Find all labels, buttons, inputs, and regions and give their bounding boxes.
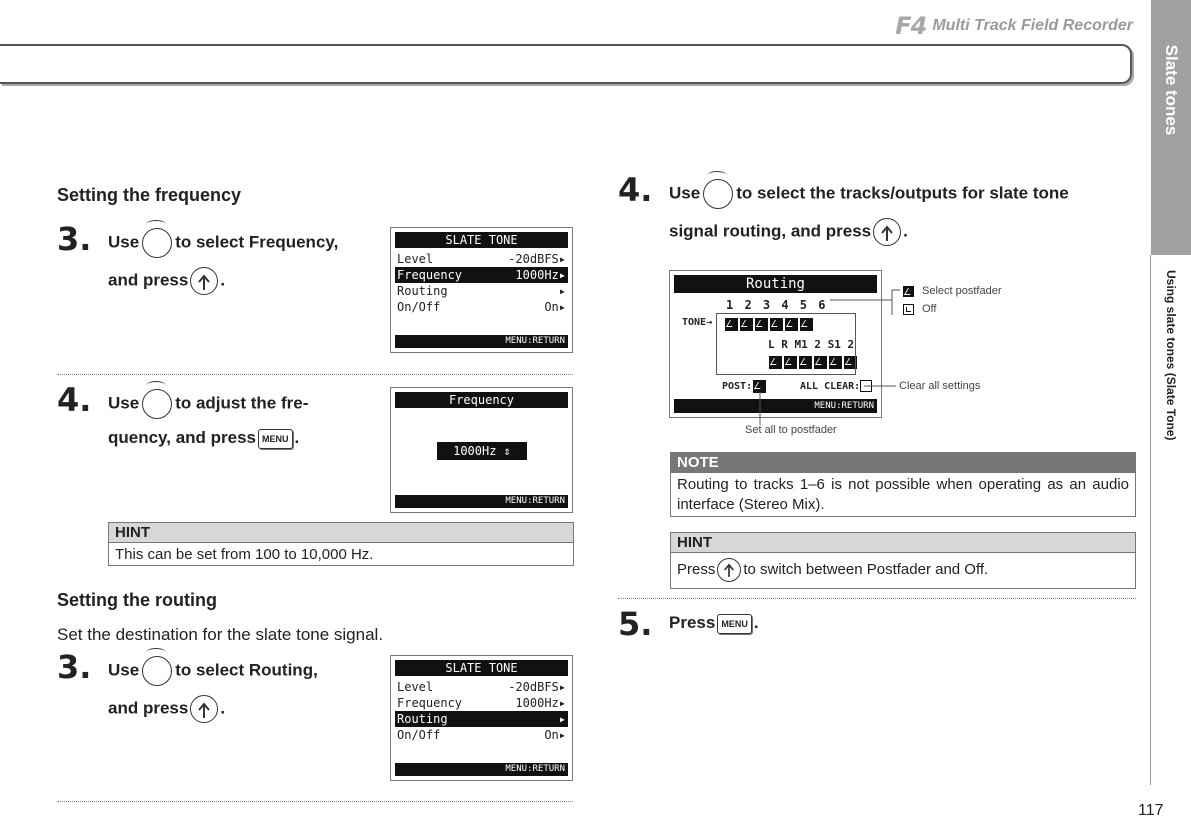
step-number: 5. — [618, 605, 653, 643]
screen-footer: MENU:RETURN — [395, 335, 568, 348]
step-4-adjust-frequency: Use to adjust the fre- — [108, 389, 308, 419]
screen-footer: MENU:RETURN — [395, 763, 568, 776]
menu-button-icon: MENU — [258, 429, 293, 449]
frequency-value: 1000Hz ⇕ — [437, 442, 527, 460]
routing-heading: Setting the routing — [57, 590, 217, 610]
callout-set-all: Set all to postfader — [745, 424, 837, 436]
routing-description: Set the destination for the slate tone signal. — [57, 625, 384, 644]
hint-box-frequency — [108, 522, 574, 566]
screen-title: SLATE TONE — [395, 660, 568, 676]
hint-body: This can be set from 100 to 10,000 Hz. — [115, 546, 374, 563]
all-clear-label: ALL CLEAR: — [800, 381, 861, 392]
screen-row-routing: Routing ▸ — [397, 284, 566, 298]
page-number: 117 — [1138, 802, 1164, 819]
section-tab-label: Slate tones — [1162, 44, 1181, 136]
screen-row-level: Level -20dBFS▸ — [397, 680, 566, 694]
section-tab — [1151, 0, 1191, 255]
side-divider — [1150, 255, 1151, 785]
hint-box-routing — [670, 532, 1136, 589]
note-box — [670, 452, 1136, 517]
f4-logo: F4 — [895, 12, 927, 40]
screen-row-routing: Routing ▸ — [397, 712, 566, 726]
dial-icon — [703, 179, 733, 209]
subsection-tab-label: Using slate tones (Slate Tone) — [1164, 270, 1178, 441]
step-3-routing-line2: and press . — [108, 695, 225, 723]
hint-title: HINT — [671, 533, 1135, 553]
track-numbers: 1 2 3 4 5 6 — [726, 298, 828, 312]
brand-subtitle: Multi Track Field Recorder — [932, 17, 1133, 34]
dial-icon — [142, 656, 172, 686]
screen-footer: MENU:RETURN — [395, 495, 568, 508]
step-5-press-menu: Press MENU . — [669, 613, 759, 632]
screen-footer: MENU:RETURN — [674, 399, 877, 413]
dial-icon — [142, 228, 172, 258]
press-icon — [873, 218, 901, 246]
screen-title: Frequency — [395, 392, 568, 408]
step-3-routing: Use to select Routing, — [108, 656, 318, 686]
hint-body: Press to switch between Postfader and Off. — [671, 553, 1135, 584]
press-icon — [717, 558, 741, 582]
brand-header — [895, 12, 1133, 40]
press-icon — [190, 695, 218, 723]
step-3-frequency: Use to select Frequency, — [108, 228, 338, 258]
press-icon — [190, 267, 218, 295]
screen-row-onoff: On/Off On▸ — [397, 300, 566, 314]
step-4-adjust-frequency-line2: quency, and press MENU . — [108, 428, 300, 447]
divider — [57, 801, 573, 802]
callout-select-postfader: Select postfader — [903, 285, 1002, 297]
step-number: 3. — [57, 220, 92, 258]
screen-title: SLATE TONE — [395, 232, 568, 248]
screen-row-level: Level -20dBFS▸ — [397, 252, 566, 266]
step-number: 4. — [57, 381, 92, 419]
step-4-select-tracks-line2: signal routing, and press . — [669, 218, 908, 246]
step-number: 4. — [618, 171, 653, 209]
slate-tone-screen-routing — [390, 655, 573, 781]
divider — [618, 598, 1136, 599]
output-labels: L R M1 2 S1 2 — [768, 338, 855, 351]
header-bar — [0, 44, 1132, 84]
screen-row-frequency: Frequency 1000Hz▸ — [397, 696, 566, 710]
callout-off: Off — [903, 303, 936, 315]
screen-row-frequency: Frequency 1000Hz▸ — [397, 268, 566, 282]
callout-clear-all: Clear all settings — [899, 380, 981, 392]
divider — [57, 374, 573, 375]
subsection-tab — [1152, 270, 1190, 470]
menu-button-icon: MENU — [717, 614, 752, 634]
post-label: POST: — [722, 381, 753, 392]
tone-label: TONE→ — [682, 317, 713, 328]
freq-heading: Setting the frequency — [57, 185, 242, 205]
hint-title: HINT — [109, 523, 573, 543]
screen-title: Routing — [674, 275, 877, 293]
frequency-screen — [390, 387, 573, 513]
step-4-select-tracks: Use to select the tracks/outputs for slate tone — [669, 179, 1069, 209]
step-3-frequency-line2: and press . — [108, 267, 225, 295]
postfader-icon — [903, 286, 914, 297]
note-body: Routing to tracks 1–6 is not possible when operating as an audio interface (Stereo Mix). — [677, 476, 1129, 513]
note-title: NOTE — [671, 453, 1135, 473]
step-number: 3. — [57, 648, 92, 686]
off-icon — [903, 304, 914, 315]
slate-tone-screen-frequency — [390, 227, 573, 353]
screen-row-onoff: On/Off On▸ — [397, 728, 566, 742]
dial-icon — [142, 389, 172, 419]
